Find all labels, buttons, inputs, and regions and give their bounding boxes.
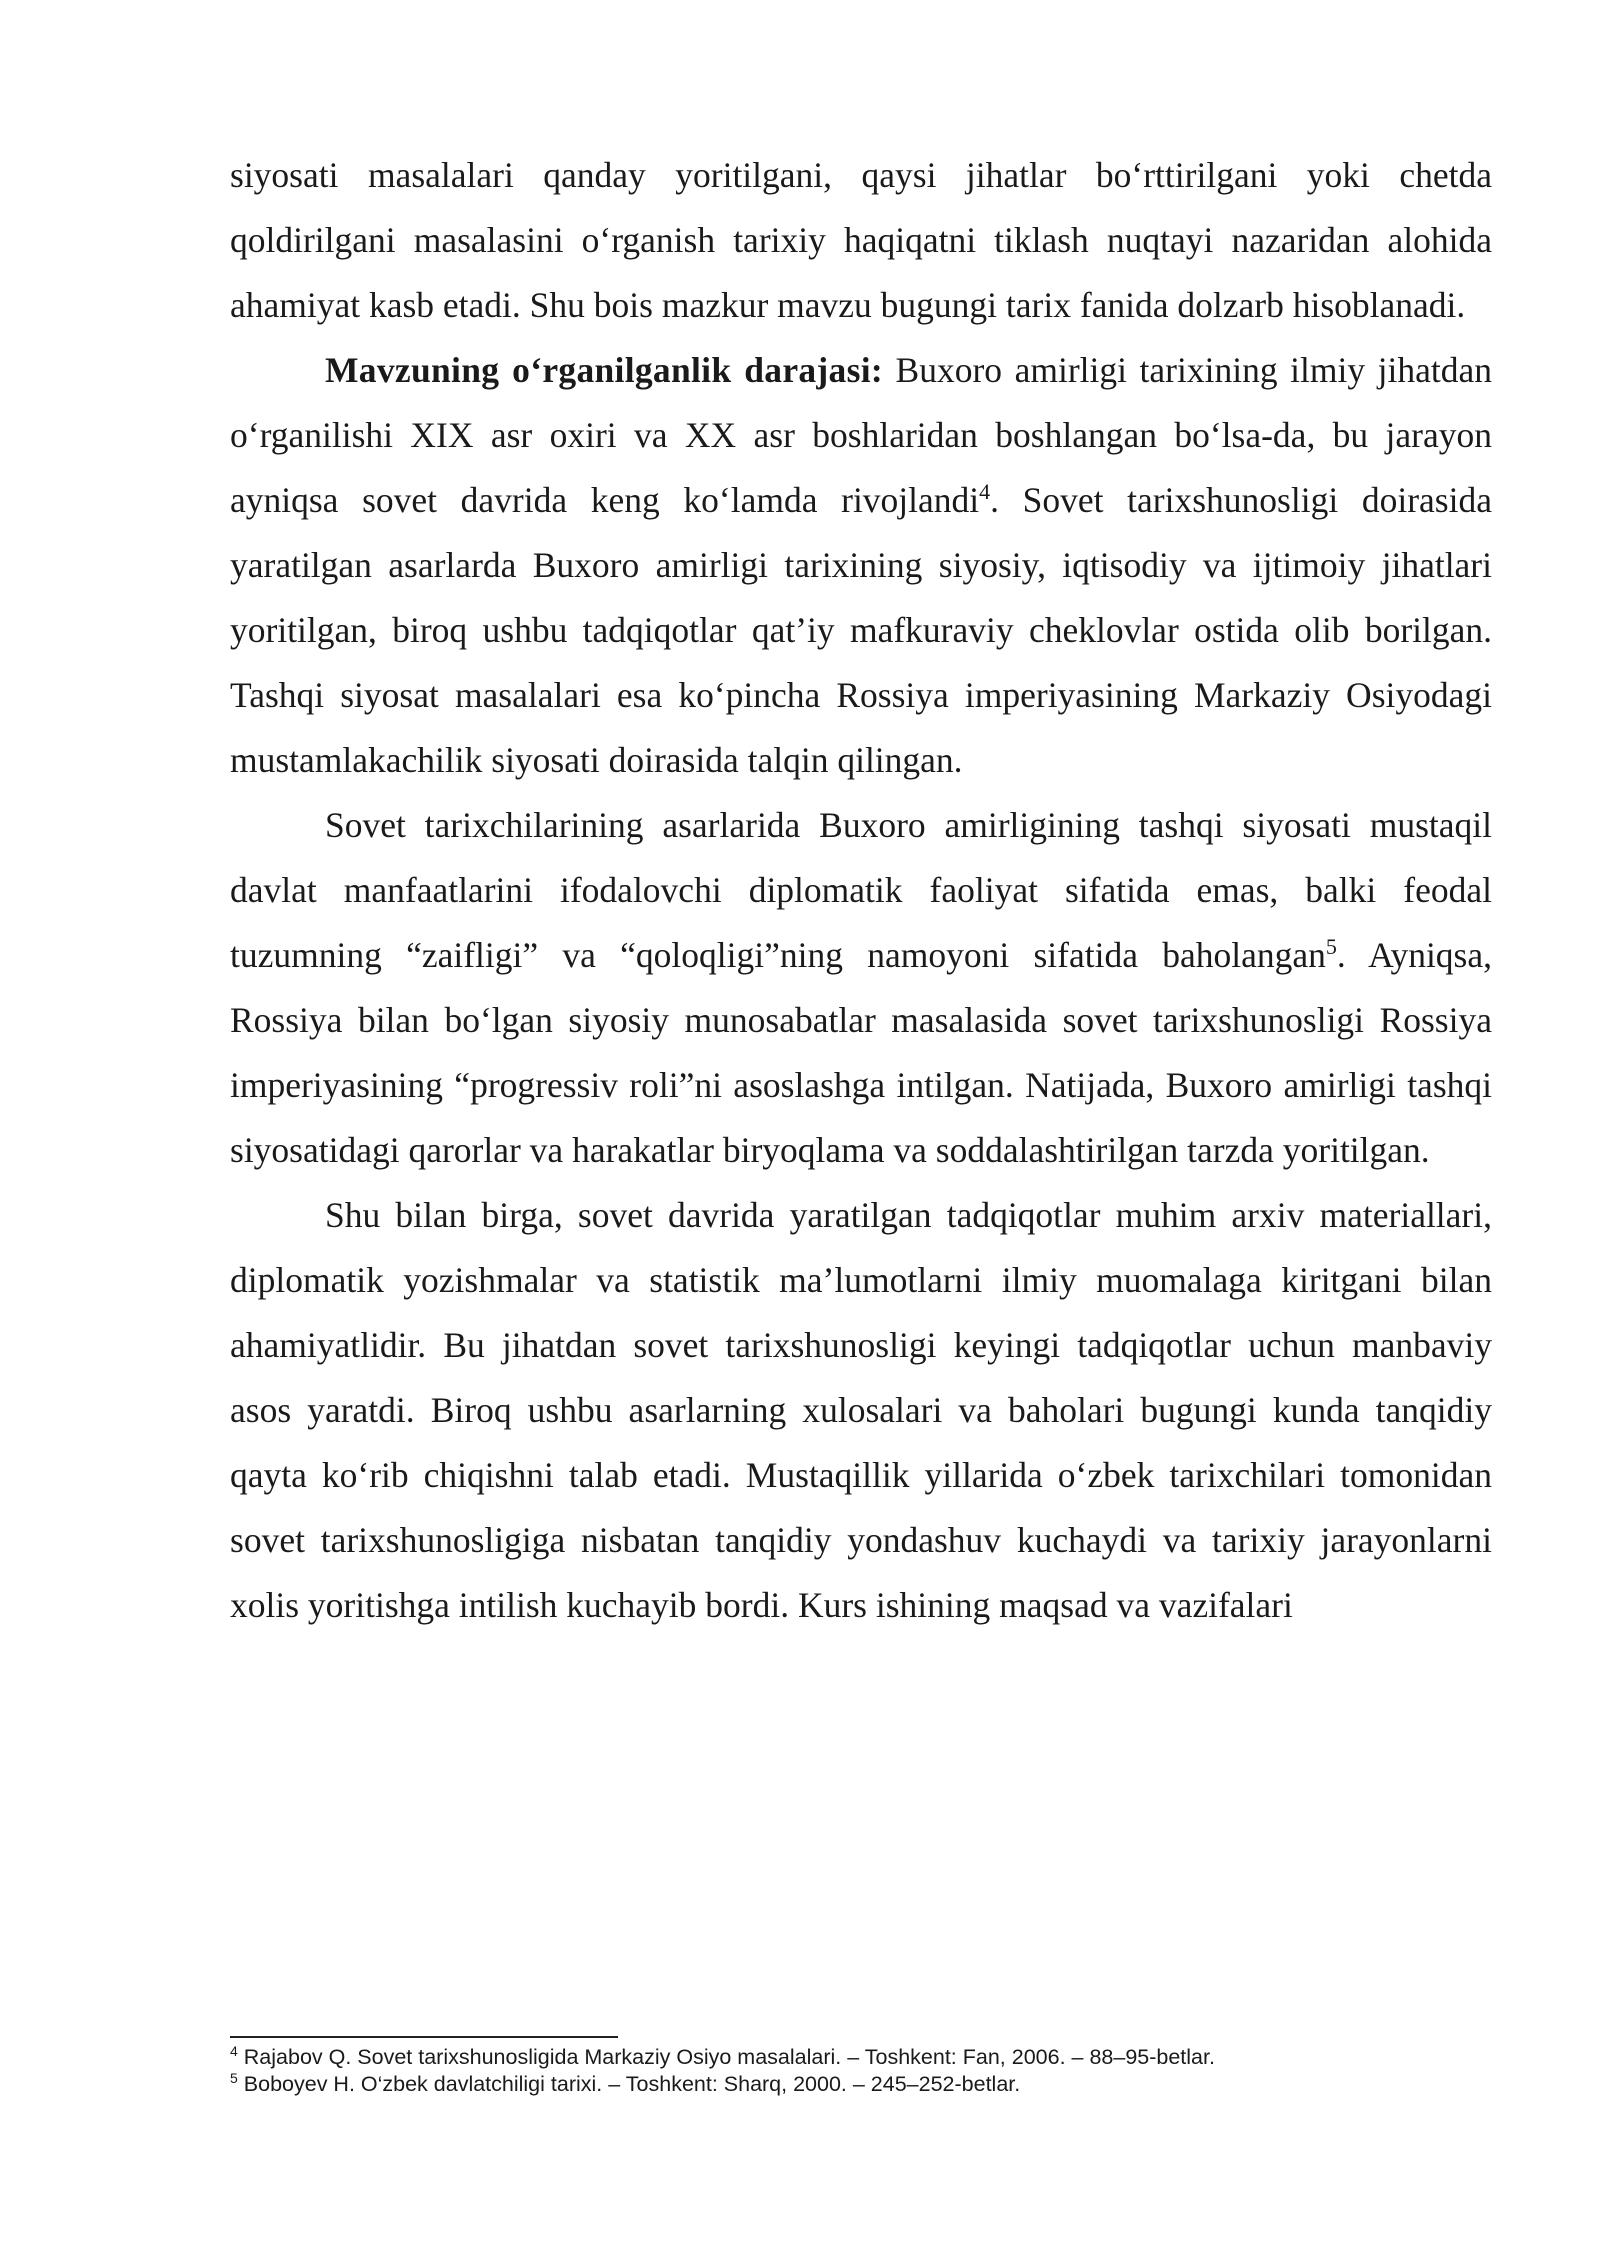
footnote-ref-4[interactable]: 4	[979, 479, 991, 505]
section-heading-research-level: Mavzuning o‘rganilganlik darajasi:	[325, 350, 883, 390]
footnote-number: 4	[230, 2042, 238, 2059]
footnote-5	[230, 2071, 1492, 2098]
footnote-text: Rajabov Q. Sovet tarixshunosligida Markaziy Osiyo masalalari. – Toshkent: Fan, 2006. – 88–95-betlar.	[237, 2045, 1215, 2069]
footnote-ref-5[interactable]: 5	[1325, 934, 1337, 960]
footnote-number: 5	[230, 2069, 238, 2086]
paragraph-soviet-research-value: Shu bilan birga, sovet davrida yaratilgan tadqiqotlar muhim arxiv materiallari, diplomatik yozishmalar va statistik ma’lumotlarni ilmiy muomalaga kiritgani bilan ahamiyatlidir. Bu jihatdan sovet tarixshunosligi keyingi tadqiqotlar uchun manbaviy asos yaratdi. Biroq ushbu asarlarning xulosalari va baholari bugungi kunda tanqidiy qayta ko‘rib chiqishni talab etadi. Mustaqillik yillarida o‘zbek tarixchilari tomonidan sovet tarixshunosligiga nisbatan tanqidiy yondashuv kuchaydi va tarixiy jarayonlarni xolis yoritishga intilish kuchayib bordi. Kurs ishining maqsad va vazifalari	[230, 1195, 1492, 1625]
footnote-4	[230, 2044, 1492, 2071]
paragraph-research-level	[230, 338, 1492, 793]
document-body	[230, 143, 1492, 1638]
paragraph-soviet-historians	[230, 793, 1492, 1183]
footnotes-section	[230, 2044, 1492, 2098]
paragraph-text: . Sovet tarixshunosligi doirasida yaratilgan asarlarda Buxoro amirligi tarixining siyosiy, iqtisodiy va ijtimoiy jihatlari yoritilgan, biroq ushbu tadqiqotlar qat’iy mafkuraviy cheklovlar ostida olib borilgan. Tashqi siyosat masalalari esa ko‘pincha Rossiya imperiyasining Markaziy Osiyodagi mustamlakachilik siyosati doirasida talqin qilingan.	[230, 480, 1492, 780]
paragraph-text: Sovet tarixchilarining asarlarida Buxoro amirligining tashqi siyosati mustaqil davlat manfaatlarini ifodalovchi diplomatik faoliyat sifatida emas, balki feodal tuzumning “zaifligi” va “qoloqligi”ning namoyoni sifatida baholangan	[230, 805, 1492, 975]
footnote-text: Boboyev H. O‘zbek davlatchiligi tarixi. – Toshkent: Sharq, 2000. – 245–252-betlar.	[237, 2072, 1021, 2096]
paragraph-text: . Ayniqsa, Rossiya bilan bo‘lgan siyosiy munosabatlar masalasida sovet tarixshunosligi Rossiya imperiyasining “progressiv roli”ni asoslashga intilgan. Natijada, Buxoro amirligi tashqi siyosatidagi qarorlar va harakatlar biryoqlama va soddalashtirilgan tarzda yoritilgan.	[230, 935, 1493, 1170]
footnote-separator	[230, 2036, 618, 2038]
paragraph-intro: siyosati masalalari qanday yoritilgani, qaysi jihatlar bo‘rttirilgani yoki chetda qoldirilgani masalasini o‘rganish tarixiy haqiqatni tiklash nuqtayi nazaridan alohida ahamiyat kasb etadi. Shu bois mazkur mavzu bugungi tarix fanida dolzarb hisoblanadi.	[230, 155, 1492, 325]
paragraph-text: Buxoro amirligi tarixining ilmiy jihatdan o‘rganilishi XIX asr oxiri va XX asr boshlaridan boshlangan bo‘lsa-da, bu jarayon ayniqsa sovet davrida keng ko‘lamda rivojlandi	[230, 350, 1492, 520]
